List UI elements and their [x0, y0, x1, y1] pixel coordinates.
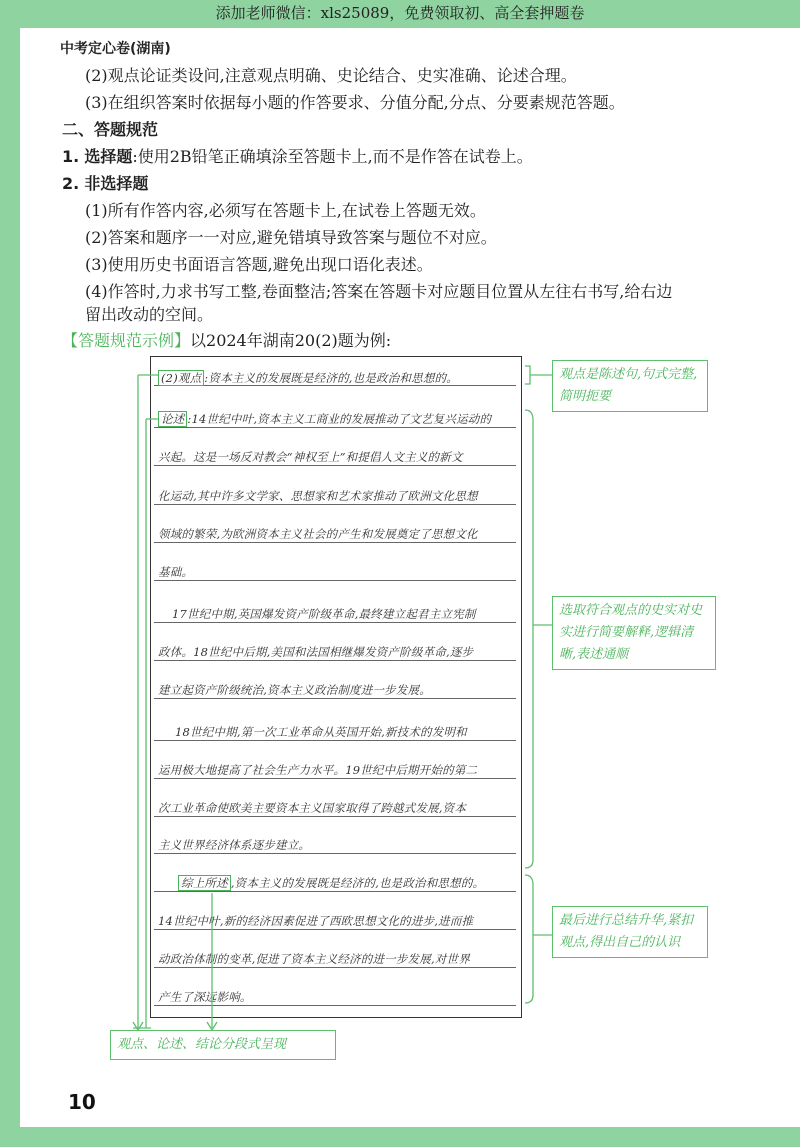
hw-argument-box: 论述 [158, 411, 187, 427]
hw-line-9: 建立起资产阶级统治,资本主义政治制度进一步发展。 [158, 683, 431, 697]
item-choice-text: :使用2B铅笔正确填涂至答题卡上,而不是作答在试卷上。 [132, 147, 533, 166]
hw-line-6: 基础。 [158, 565, 194, 579]
item-choice-num: 1. [62, 147, 80, 166]
hw-line-1-text: :资本主义的发展既是经济的,也是政治和思想的。 [204, 371, 458, 385]
note-viewpoint: 观点是陈述句,句式完整,简明扼要 [552, 360, 708, 412]
item-nonchoice-num: 2. [62, 174, 80, 193]
hw-line-5: 领域的繁荣,为欧洲资本主义社会的产生和发展奠定了思想文化 [158, 527, 478, 541]
hw-line-4: 化运动,其中许多文学家、思想家和艺术家推动了欧洲文化思想 [158, 489, 478, 503]
note-argument: 选取符合观点的史实对史实进行简要解释,逻辑清晰,表述通顺 [552, 596, 716, 670]
hw-line-3: 兴起。这是一场反对教会“神权至上”和提倡人文主义的新文 [158, 450, 463, 464]
hw-line-8: 政体。18世纪中后期,美国和法国相继爆发资产阶级革命,逐步 [158, 645, 474, 659]
note-conclusion: 最后进行总结升华,紧扣观点,得出自己的认识 [552, 906, 708, 958]
hw-line-16: 动政治体制的变革,促进了资本主义经济的进一步发展,对世界 [158, 952, 470, 966]
hw-line-17: 产生了深远影响。 [158, 990, 252, 1004]
page-number: 10 [68, 1090, 96, 1114]
example-tag: 【答题规范示例】 [62, 331, 191, 350]
sub-item-4-cont: 留出改动的空间。 [85, 305, 214, 324]
hw-viewpoint-box: (2)观点 [158, 370, 204, 386]
intro-line-2: (2)观点论证类设问,注意观点明确、史论结合、史实准确、论述合理。 [85, 66, 577, 85]
note-structure: 观点、论述、结论分段式呈现 [110, 1030, 336, 1060]
section-title-text: 二、答题规范 [62, 120, 159, 139]
hw-line-15: 14世纪中叶,新的经济因素促进了西欧思想文化的进步,进而推 [158, 914, 474, 928]
hw-line-12: 次工业革命使欧美主要资本主义国家取得了跨越式发展,资本 [158, 801, 467, 815]
item-choice-label: 选择题 [84, 147, 133, 166]
page-header: 中考定心卷(湖南) [60, 41, 171, 57]
hw-line-11: 运用极大地提高了社会生产力水平。19世纪中后期开始的第二 [158, 763, 478, 777]
hw-line-14-text: ,资本主义的发展既是经济的,也是政治和思想的。 [230, 876, 485, 890]
sub-item-1: (1)所有作答内容,必须写在答题卡上,在试卷上答题无效。 [85, 201, 486, 220]
hw-conclusion-box: 综上所述 [178, 875, 231, 891]
hw-line-10: 18世纪中期,第一次工业革命从英国开始,新技术的发明和 [175, 725, 467, 739]
sub-item-4: (4)作答时,力求书写工整,卷面整洁;答案在答题卡对应题目位置从左往右书写,给右边 [85, 282, 673, 301]
example-text: 以2024年湖南20(2)题为例: [190, 331, 392, 350]
hw-line-13: 主义世界经济体系逐步建立。 [158, 838, 311, 852]
item-nonchoice-label: 非选择题 [84, 174, 149, 193]
banner-text: 添加老师微信：xls25089，免费领取初、高全套押题卷 [215, 4, 585, 22]
hw-line-7: 17世纪中期,英国爆发资产阶级革命,最终建立起君主立宪制 [172, 607, 476, 621]
sub-item-3: (3)使用历史书面语言答题,避免出现口语化表述。 [85, 255, 433, 274]
sub-item-2: (2)答案和题序一一对应,避免错填导致答案与题位不对应。 [85, 228, 497, 247]
intro-line-3: (3)在组织答案时依据每小题的作答要求、分值分配,分点、分要素规范答题。 [85, 93, 625, 112]
hw-line-2-text: :14世纪中叶,资本主义工商业的发展推动了文艺复兴运动的 [187, 412, 492, 426]
